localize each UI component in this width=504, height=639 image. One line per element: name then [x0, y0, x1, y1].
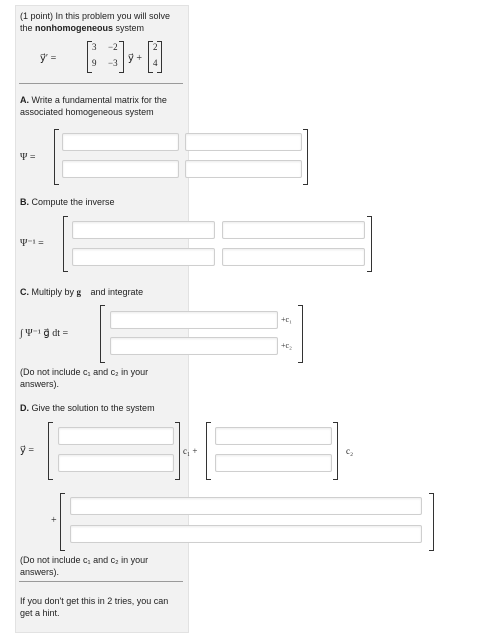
system-mid: y⃗ + — [128, 53, 143, 64]
psi-inverse-right-bracket — [367, 216, 372, 272]
solution-v1-left-bracket — [48, 422, 53, 480]
part-a-heading-2: associated homogeneous system — [20, 107, 154, 117]
psi-12-input[interactable] — [185, 133, 302, 151]
vector-g-right-bracket — [157, 41, 162, 73]
psi-right-bracket — [303, 129, 308, 185]
solution-v2-1-input[interactable] — [215, 427, 332, 445]
solution-v2-2-input[interactable] — [215, 454, 332, 472]
hint-line-1: If you don't get this in 2 tries, you can — [20, 596, 169, 606]
intro-line-2: the nonhomogeneous system — [20, 23, 145, 33]
matrix-a-12: −2 — [108, 42, 118, 52]
plus-sign: + — [51, 515, 57, 526]
psi-22-input[interactable] — [185, 160, 302, 178]
psi-inverse-label: Ψ⁻¹ = — [20, 238, 44, 249]
psi-inverse-left-bracket — [63, 216, 68, 272]
plus-c2: +c₂ — [281, 341, 292, 350]
integral-left-bracket — [100, 305, 105, 363]
solution-v3-2-input[interactable] — [70, 525, 422, 543]
solution-v2-left-bracket — [206, 422, 211, 480]
psi-inverse-11-input[interactable] — [72, 221, 215, 239]
part-c-note-2: answers). — [20, 379, 60, 389]
part-c-heading: C. Multiply by g⃗ and integrate — [20, 287, 144, 297]
divider-bottom — [19, 581, 183, 582]
integral-label: ∫ Ψ⁻¹ g⃗ dt = — [20, 328, 69, 339]
psi-inverse-22-input[interactable] — [222, 248, 365, 266]
solution-v3-1-input[interactable] — [70, 497, 422, 515]
matrix-a-22: −3 — [108, 58, 118, 68]
matrix-a-right-bracket — [119, 41, 124, 73]
part-c-note-1: (Do not include c₁ and c₂ in your — [20, 367, 149, 377]
solution-v3-left-bracket — [60, 493, 65, 551]
solution-v1-2-input[interactable] — [58, 454, 174, 472]
psi-inverse-12-input[interactable] — [222, 221, 365, 239]
psi-21-input[interactable] — [62, 160, 179, 178]
part-d-heading: D. Give the solution to the system — [20, 403, 155, 413]
intro-line-1: (1 point) In this problem you will solve — [20, 11, 171, 21]
integral-1-input[interactable] — [110, 311, 278, 329]
psi-11-input[interactable] — [62, 133, 179, 151]
solution-v1-right-bracket — [175, 422, 180, 480]
c1-plus: c₁ + — [183, 446, 198, 456]
part-b-heading: B. Compute the inverse — [20, 197, 115, 207]
psi-inverse-21-input[interactable] — [72, 248, 215, 266]
matrix-a-21: 9 — [92, 58, 97, 68]
solution-v3-right-bracket — [429, 493, 434, 551]
c2-label: c₂ — [346, 446, 354, 456]
system-lhs: y⃗′ = — [40, 53, 57, 64]
divider — [19, 83, 183, 84]
part-d-note-2: answers). — [20, 567, 60, 577]
vector-g-1: 2 — [153, 42, 158, 52]
solution-v1-1-input[interactable] — [58, 427, 174, 445]
hint-line-2: get a hint. — [20, 608, 60, 618]
psi-left-bracket — [54, 129, 59, 185]
part-a-heading: A. Write a fundamental matrix for the — [20, 95, 167, 105]
part-d-note-1: (Do not include c₁ and c₂ in your — [20, 555, 149, 565]
integral-2-input[interactable] — [110, 337, 278, 355]
matrix-a-11: 3 — [92, 42, 97, 52]
solution-v2-right-bracket — [333, 422, 338, 480]
vector-g-2: 4 — [153, 58, 158, 68]
psi-label: Ψ = — [20, 152, 36, 163]
solution-label: y⃗ = — [20, 445, 35, 456]
integral-right-bracket — [298, 305, 303, 363]
plus-c1: +c₁ — [281, 315, 292, 324]
